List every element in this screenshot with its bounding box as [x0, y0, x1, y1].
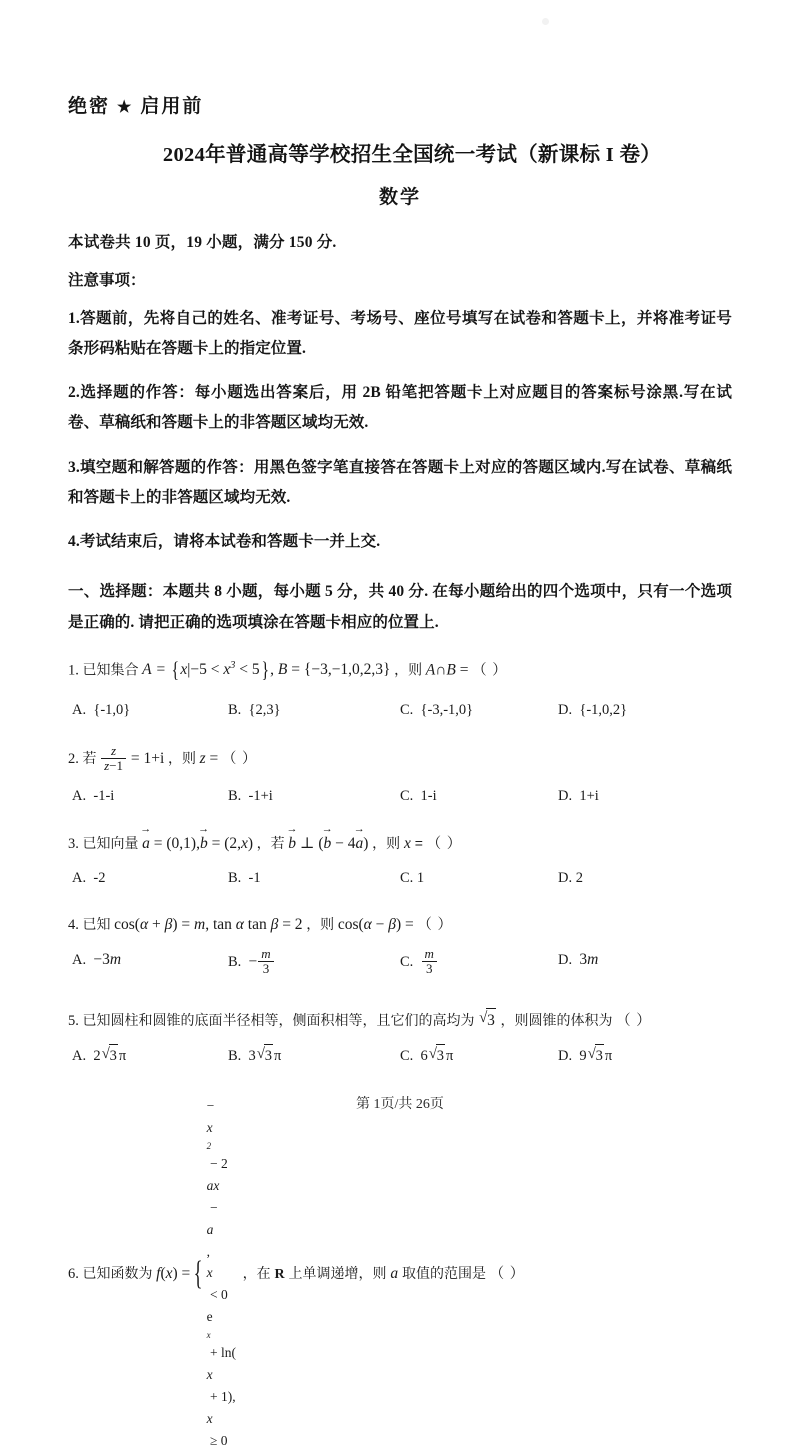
question-2-answer-blank[interactable]: （ ） [221, 750, 258, 767]
question-6-answer-blank[interactable]: （ ） [489, 1265, 526, 1282]
star-icon: ★ [117, 99, 134, 116]
question-2-number: 2. [68, 750, 79, 767]
question-1-ask: A∩B = [425, 661, 469, 679]
question-2-lead: 若 [82, 749, 97, 766]
page-title: 2024年普通高等学校招生全国统一考试（新课标 I 卷） [162, 143, 662, 166]
question-3-stem [68, 822, 732, 856]
section-one-heading: 一、选择题：本题共 8 小题，每小题 5 分，共 40 分. 在每小题给出的四个选项中，只有一个选项是正确的. 请把正确的选项填涂在答题卡相应的位置上. [68, 583, 732, 631]
notice-item-3: 3.填空题和解答题的作答：用黑色签字笔直接答在答题卡上对应的答题区域内.写在试卷、草稿纸和答题卡上的非答题区域均无效. [68, 458, 732, 506]
question-5-number: 5. [68, 1012, 79, 1029]
question-6 [68, 1096, 732, 1453]
question-5-answer-blank[interactable]: （ ） [616, 1012, 652, 1029]
notice-item-1: 1.答题前，先将自己的姓名、准考证号、考场号、座位号填写在试卷和答题卡上，并将准考证号条形码粘贴在答题卡上的指定位置. [68, 309, 732, 358]
question-5-option-a[interactable]: A. 2 √ 3 π [72, 1044, 126, 1067]
question-4-option-d[interactable]: D. 3m [558, 950, 599, 968]
question-3-option-b[interactable]: B. -1 [228, 869, 261, 886]
question-3-options [68, 867, 732, 897]
question-3-answer-blank[interactable]: （ ） [426, 835, 463, 852]
question-1-lead: 已知集合 [82, 661, 139, 678]
question-4-option-c[interactable]: C. $\frac{m}{3}$ [400, 948, 438, 977]
page-footer: 第 1页/共 26页 [356, 1097, 444, 1112]
question-2-option-d[interactable]: D. 1+i [558, 787, 599, 804]
question-5-connector: ，则圆锥的体积为 [500, 1011, 613, 1028]
secrecy-suffix: 启用前 [140, 96, 204, 117]
question-1-answer-blank[interactable]: （ ） [472, 662, 508, 679]
question-4-number: 4. [68, 916, 79, 933]
subject-title: 数学 [378, 186, 421, 208]
question-4 [68, 913, 732, 992]
question-2-option-c[interactable]: C. 1-i [400, 787, 437, 804]
secrecy-label: 绝密 [68, 96, 111, 117]
question-4-connector: ，则 [306, 915, 335, 932]
notice-heading: 注意事项： [68, 271, 146, 289]
question-3-number: 3. [68, 835, 79, 852]
secrecy-banner [68, 96, 732, 119]
question-2 [68, 742, 732, 815]
question-5-options [68, 1044, 732, 1074]
question-3-ask: ，则 x = [372, 834, 423, 852]
question-3-lead: 已知向量 [82, 834, 139, 851]
scan-artifact [542, 18, 549, 25]
question-4-options [68, 945, 732, 992]
question-1-option-b[interactable]: B. {2,3} [228, 701, 281, 718]
notice-item-2: 2.选择题的作答：每小题选出答案后，用 2B 铅笔把答题卡上对应题目的答案标号涂黑.写在试卷、草稿纸和答题卡上的非答题区域均无效. [68, 384, 732, 432]
question-6-connector: ，在 R 上单调递增，则 a 取值的范围是 [242, 1264, 487, 1282]
question-1-option-d[interactable]: D. {-1,0,2} [558, 701, 628, 718]
question-2-connector: ，则 [167, 749, 196, 766]
question-6-number: 6. [68, 1265, 79, 1282]
question-2-options [68, 785, 732, 815]
question-1-connector: ，则 [394, 661, 423, 678]
question-3-connector: ，若 [256, 834, 285, 851]
question-4-option-b[interactable]: B. − $\frac{m}{3}$ [228, 948, 275, 977]
question-5-option-c[interactable]: C. 6 √ 3 π [400, 1044, 453, 1067]
question-3-condition: → b ⊥ ( → b − 4 → a) [286, 822, 369, 852]
question-1-option-c[interactable]: C. {-3,-1,0} [400, 701, 474, 718]
question-3-option-a[interactable]: A. -2 [72, 869, 106, 886]
question-1 [68, 654, 732, 729]
question-5 [68, 1008, 732, 1074]
question-1-expression: $A = \{x|-5 < x^3 < 5\}$, B = {−3,−1,0,2,3} [142, 656, 391, 682]
question-6-piece-2: e x + ln( x + 1), x ≥ 0 [206, 1309, 239, 1448]
question-5-expression: √ 3 [478, 1012, 497, 1029]
question-2-option-b[interactable]: B. -1+i [228, 787, 273, 804]
question-3 [68, 822, 732, 897]
question-4-stem [68, 913, 732, 937]
question-2-expression: $\frac{z}{z-1}$ = 1+i [100, 750, 164, 767]
question-3-expression: → a = (0,1), → b = (2,x) [140, 822, 254, 852]
question-2-stem [68, 742, 732, 774]
question-4-ask: cos(α − β) = [337, 915, 414, 933]
question-6-stem [68, 1096, 732, 1453]
question-3-option-c[interactable]: C. 1 [400, 869, 425, 886]
question-6-lead: 已知函数为 [82, 1264, 153, 1281]
paper-meta: 本试卷共 10 页，19 小题，满分 150 分. [68, 233, 337, 251]
notice-item-4: 4.考试结束后，请将本试卷和答题卡一并上交. [68, 533, 381, 551]
question-1-options [68, 699, 732, 729]
question-3-option-d[interactable]: D. 2 [558, 869, 583, 886]
question-1-option-a[interactable]: A. {-1,0} [72, 701, 131, 718]
question-5-lead: 已知圆柱和圆锥的底面半径相等，侧面积相等，且它们的高均为 [82, 1011, 475, 1028]
question-5-option-b[interactable]: B. 3 √ 3 π [228, 1044, 281, 1067]
question-2-ask: z = [199, 749, 219, 767]
question-6-piece-1: − x 2 − 2 ax − a , x < 0 [206, 1097, 228, 1303]
question-5-stem [68, 1008, 732, 1033]
question-1-stem [68, 654, 732, 688]
question-1-number: 1. [68, 662, 79, 679]
question-2-option-a[interactable]: A. -1-i [72, 787, 115, 804]
question-5-option-d[interactable]: D. 9 √ 3 π [558, 1044, 612, 1067]
question-4-option-a[interactable]: A. −3m [72, 950, 122, 968]
question-6-expression: f(x) = { − x 2 − 2 ax − a , x < 0 e x + ln( x + 1), x ≥ 0 [156, 1265, 239, 1282]
question-4-expression: cos(α + β) = m, tan α tan β = 2 [114, 915, 303, 933]
question-4-lead: 已知 [82, 915, 111, 932]
question-4-answer-blank[interactable]: （ ） [417, 916, 454, 933]
